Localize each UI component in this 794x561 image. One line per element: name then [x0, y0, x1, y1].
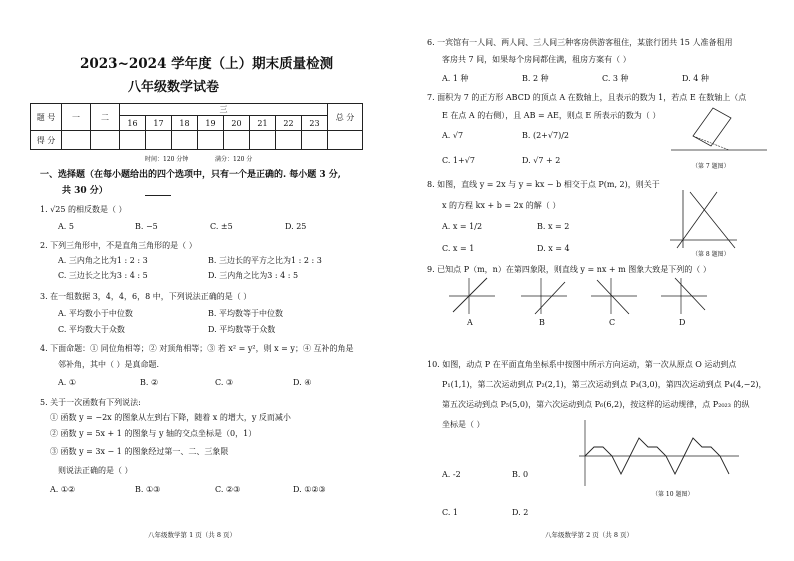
- q4-option-c[interactable]: C. ③: [215, 378, 234, 387]
- score-subcol: 20: [224, 116, 250, 131]
- q5-statement-3: ③ 函数 y = 3x − 1 的图象经过第一、二、三象限: [50, 447, 229, 456]
- q10-option-d[interactable]: D. 2: [512, 508, 529, 517]
- score-col-one: 一: [62, 104, 91, 131]
- score-cell[interactable]: [172, 131, 198, 150]
- score-col-two: 二: [91, 104, 120, 131]
- score-subcol: 22: [276, 116, 302, 131]
- q2-option-a[interactable]: A. 三内角之比为1 : 2 : 3: [58, 256, 148, 265]
- q10-option-c[interactable]: C. 1: [442, 508, 459, 517]
- exam-page-2: [397, 0, 794, 561]
- q6-option-b[interactable]: B. 2 种: [522, 74, 549, 83]
- score-subcol: 23: [302, 116, 328, 131]
- q7-stem: 7. 面积为 7 的正方形 ABCD 的顶点 A 在数轴上，且表示的数为 1，若点 E 在数轴上（点: [427, 93, 747, 102]
- q3-option-b[interactable]: B. 平均数等于中位数: [208, 309, 283, 318]
- q9-graph-c: [589, 276, 639, 314]
- q1-option-b[interactable]: B. −5: [135, 222, 158, 231]
- q8-figure-caption: （第 8 题图）: [692, 251, 730, 258]
- time-info: 时间：120 分钟: [145, 156, 189, 163]
- score-cell[interactable]: [91, 131, 120, 150]
- q8-option-d[interactable]: D. x = 4: [537, 244, 570, 253]
- q7-figure: [669, 110, 769, 160]
- score-col-three: 三: [120, 104, 328, 116]
- q4-option-b[interactable]: B. ②: [140, 378, 159, 387]
- q5-option-a[interactable]: A. ①②: [50, 485, 76, 494]
- section1-heading-cont: 共 30 分）: [62, 186, 108, 196]
- q5-option-b[interactable]: B. ①③: [135, 485, 161, 494]
- q9-graph-a: [447, 276, 497, 314]
- answer-blank-line: [145, 195, 171, 196]
- score-table-row2-label: 得 分: [31, 131, 62, 150]
- score-cell[interactable]: [62, 131, 91, 150]
- score-cell[interactable]: [250, 131, 276, 150]
- page-footer: 八年级数学第 2 页（共 8 页）: [545, 531, 634, 539]
- q9-graph-d: [659, 276, 709, 314]
- q4-stem-cont: 邻补角，其中（ ）是真命题.: [58, 360, 160, 369]
- exam-subtitle: 八年级数学试卷: [128, 80, 220, 95]
- score-cell[interactable]: [328, 131, 363, 150]
- score-cell[interactable]: [198, 131, 224, 150]
- q4-stem: 4. 下面命题：① 同位角相等；② 对顶角相等；③ 若 x² = y²，则 x = y；④ 互补的角是: [40, 344, 354, 353]
- q2-option-b[interactable]: B. 三边长的平方之比为1 : 2 : 3: [208, 256, 322, 265]
- q5-statement-2: ② 函数 y = 5x + 1 的图象与 y 轴的交点坐标是（0，1）: [50, 429, 257, 438]
- q8-figure: [665, 188, 740, 250]
- q8-option-b[interactable]: B. x = 2: [537, 222, 570, 231]
- score-subcol: 18: [172, 116, 198, 131]
- q7-option-c[interactable]: C. 1+√7: [442, 156, 475, 165]
- q10-stem-2: P₁(1,1)，第二次运动到点 P₂(2,1)，第三次运动到点 P₃(3,0)，第四次运动到点 P₄(4,−2)，: [442, 380, 767, 389]
- score-cell[interactable]: [146, 131, 172, 150]
- q2-option-c[interactable]: C. 三边长之比为3 : 4 : 5: [58, 271, 148, 280]
- q10-figure-caption: （第 10 题图）: [652, 491, 694, 498]
- q8-option-a[interactable]: A. x = 1/2: [442, 222, 483, 231]
- q3-option-d[interactable]: D. 平均数等于众数: [208, 325, 276, 334]
- q6-option-c[interactable]: C. 3 种: [602, 74, 629, 83]
- q7-stem-cont: E 在点 A 的右侧），且 AB = AE，则点 E 所表示的数为（ ）: [442, 111, 661, 120]
- q9-stem: 9. 已知点 P（m，n）在第四象限，则直线 y = nx + m 图象大致是下列的（ ）: [427, 265, 711, 274]
- q10-option-a[interactable]: A. -2: [442, 470, 461, 479]
- q7-option-a[interactable]: A. √7: [442, 131, 464, 140]
- q6-stem: 6. 一宾馆有一人间、两人间、三人间三种客房供游客租住，某旅行团共 15 人准备租用: [427, 38, 733, 47]
- score-subcol: 16: [120, 116, 146, 131]
- q3-option-c[interactable]: C. 平均数大于众数: [58, 325, 125, 334]
- score-cell[interactable]: [224, 131, 250, 150]
- q9-graph-b: [519, 276, 569, 314]
- q9-option-c[interactable]: C: [609, 318, 616, 327]
- score-cell[interactable]: [120, 131, 146, 150]
- score-subcol: 21: [250, 116, 276, 131]
- q6-option-d[interactable]: D. 4 种: [682, 74, 709, 83]
- score-col-total: 总 分: [328, 104, 363, 131]
- full-score-info: 满分：120 分: [215, 156, 253, 163]
- q7-option-b[interactable]: B. (2+√7)/2: [522, 131, 569, 140]
- score-table: [30, 103, 363, 150]
- q4-option-d[interactable]: D. ④: [293, 378, 312, 387]
- q10-stem-3: 第五次运动到点 P₅(5,0)，第六次运动到点 P₆(6,2)，按这样的运动规律，点 P₂₀₂₃ 的纵: [442, 400, 750, 409]
- section1-heading: 一、选择题（在每小题给出的四个选项中，只有一个是正确的. 每小题 3 分,: [40, 170, 341, 180]
- q10-stem: 10. 如图，动点 P 在平面直角坐标系中按图中所示方向运动，第一次从原点 O 运动到点: [427, 360, 737, 369]
- q8-stem-cont: x 的方程 kx + b = 2x 的解（ ）: [442, 201, 561, 210]
- q7-option-d[interactable]: D. √7 + 2: [522, 156, 561, 165]
- score-cell[interactable]: [276, 131, 302, 150]
- score-subcol: 19: [198, 116, 224, 131]
- q10-stem-4: 坐标是（ ）: [442, 420, 485, 429]
- page-footer: 八年级数学第 1 页（共 8 页）: [148, 531, 237, 539]
- q2-stem: 2. 下列三角形中，不是直角三角形的是（ ）: [40, 241, 197, 250]
- q6-option-a[interactable]: A. 1 种: [442, 74, 469, 83]
- exam-title: 2023~2024 学年度（上）期末质量检测: [80, 56, 334, 72]
- q3-stem: 3. 在一组数据 3，4，4，6，8 中，下列说法正确的是（ ）: [40, 292, 252, 301]
- q5-option-c[interactable]: C. ②③: [215, 485, 241, 494]
- score-cell[interactable]: [302, 131, 328, 150]
- q1-stem: 1. √25 的相反数是（ ）: [40, 205, 127, 214]
- q5-statement-4: 则说法正确的是（ ）: [58, 466, 133, 475]
- q6-stem-cont: 客房共 7 间，如果每个房间都住满，租房方案有（ ）: [442, 55, 631, 64]
- score-table-row1-label: 题 号: [31, 104, 62, 131]
- q1-option-a[interactable]: A. 5: [58, 222, 74, 231]
- q8-stem: 8. 如图，直线 y = 2x 与 y = kx − b 相交于点 P(m, 2)，则关于: [427, 180, 660, 189]
- q10-figure: [577, 418, 742, 488]
- q4-option-a[interactable]: A. ①: [58, 378, 77, 387]
- q3-option-a[interactable]: A. 平均数小于中位数: [58, 309, 133, 318]
- q9-option-d[interactable]: D: [679, 318, 686, 327]
- q5-stem: 5. 关于一次函数有下列说法:: [40, 398, 141, 407]
- q9-option-b[interactable]: B: [539, 318, 545, 327]
- q8-option-c[interactable]: C. x = 1: [442, 244, 475, 253]
- q5-option-d[interactable]: D. ①②③: [293, 485, 326, 494]
- score-subcol: 17: [146, 116, 172, 131]
- q7-figure-caption: （第 7 题图）: [692, 163, 730, 170]
- q1-option-d[interactable]: D. 25: [285, 222, 307, 231]
- q2-option-d[interactable]: D. 三内角之比为3 : 4 : 5: [208, 271, 299, 280]
- q9-option-a[interactable]: A: [467, 318, 473, 327]
- q10-option-b[interactable]: B. 0: [512, 470, 529, 479]
- q1-option-c[interactable]: C. ±5: [210, 222, 233, 231]
- q5-statement-1: ① 函数 y = −2x 的图象从左到右下降，随着 x 的增大，y 反而减小: [50, 413, 291, 422]
